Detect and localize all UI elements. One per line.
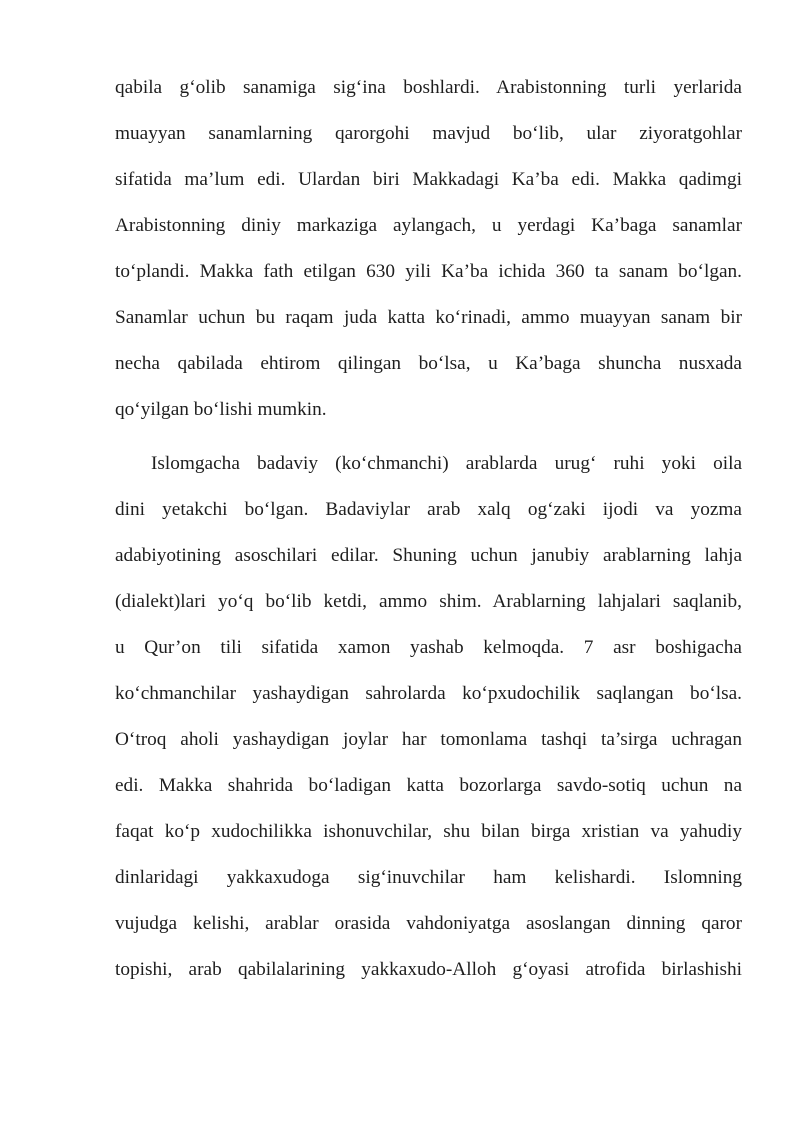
paragraph-2-line-11: vujudga kelishi, arablar orasida vahdoniyatga asoslangan dinning qaror [115, 913, 742, 934]
paragraph-2-line-7: O‘troq aholi yashaydigan joylar har tomonlama tashqi ta’sirga uchragan [115, 729, 742, 750]
paragraph-2-line-3: adabiyotining asoschilari edilar. Shuning uchun janubiy arablarning lahja [115, 545, 742, 566]
paragraph-1-line-2: muayyan sanamlarning qarorgohi mavjud bo‘lib, ular ziyoratgohlar [115, 123, 742, 144]
paragraph-1-line-5: to‘plandi. Makka fath etilgan 630 yili Ka’ba ichida 360 ta sanam bo‘lgan. [115, 261, 742, 282]
paragraph-2-line-9: faqat ko‘p xudochilikka ishonuvchilar, shu bilan birga xristian va yahudiy [115, 821, 742, 842]
paragraph-2-line-12: topishi, arab qabilalarining yakkaxudo-Alloh g‘oyasi atrofida birlashishi [115, 959, 742, 980]
paragraph-2-line-10: dinlaridagi yakkaxudoga sig‘inuvchilar ham kelishardi. Islomning [115, 867, 742, 888]
paragraph-1-line-3: sifatida ma’lum edi. Ulardan biri Makkadagi Ka’ba edi. Makka qadimgi [115, 169, 742, 190]
paragraph-2-line-2: dini yetakchi bo‘lgan. Badaviylar arab xalq og‘zaki ijodi va yozma [115, 499, 742, 520]
paragraph-2-line-5: u Qur’on tili sifatida xamon yashab kelmoqda. 7 asr boshigacha [115, 637, 742, 658]
paragraph-1-line-1: qabila g‘olib sanamiga sig‘ina boshlardi. Arabistonning turli yerlarida [115, 77, 742, 98]
paragraph-2-line-1: Islomgacha badaviy (ko‘chmanchi) arablarda urug‘ ruhi yoki oila [151, 453, 742, 474]
paragraph-2-line-6: ko‘chmanchilar yashaydigan sahrolarda ko‘pxudochilik saqlangan bo‘lsa. [115, 683, 742, 704]
paragraph-2-line-8: edi. Makka shahrida bo‘ladigan katta bozorlarga savdo-sotiq uchun na [115, 775, 742, 796]
paragraph-1-line-7: necha qabilada ehtirom qilingan bo‘lsa, u Ka’baga shuncha nusxada [115, 353, 742, 374]
paragraph-1-line-4: Arabistonning diniy markaziga aylangach, u yerdagi Ka’baga sanamlar [115, 215, 742, 236]
paragraph-1-line-8: qo‘yilgan bo‘lishi mumkin. [115, 399, 327, 420]
body-text [115, 0, 742, 1131]
paragraph-2-line-4: (dialekt)lari yo‘q bo‘lib ketdi, ammo shim. Arablarning lahjalari saqlanib, [115, 591, 742, 612]
paragraph-1-line-6: Sanamlar uchun bu raqam juda katta ko‘rinadi, ammo muayyan sanam bir [115, 307, 742, 328]
